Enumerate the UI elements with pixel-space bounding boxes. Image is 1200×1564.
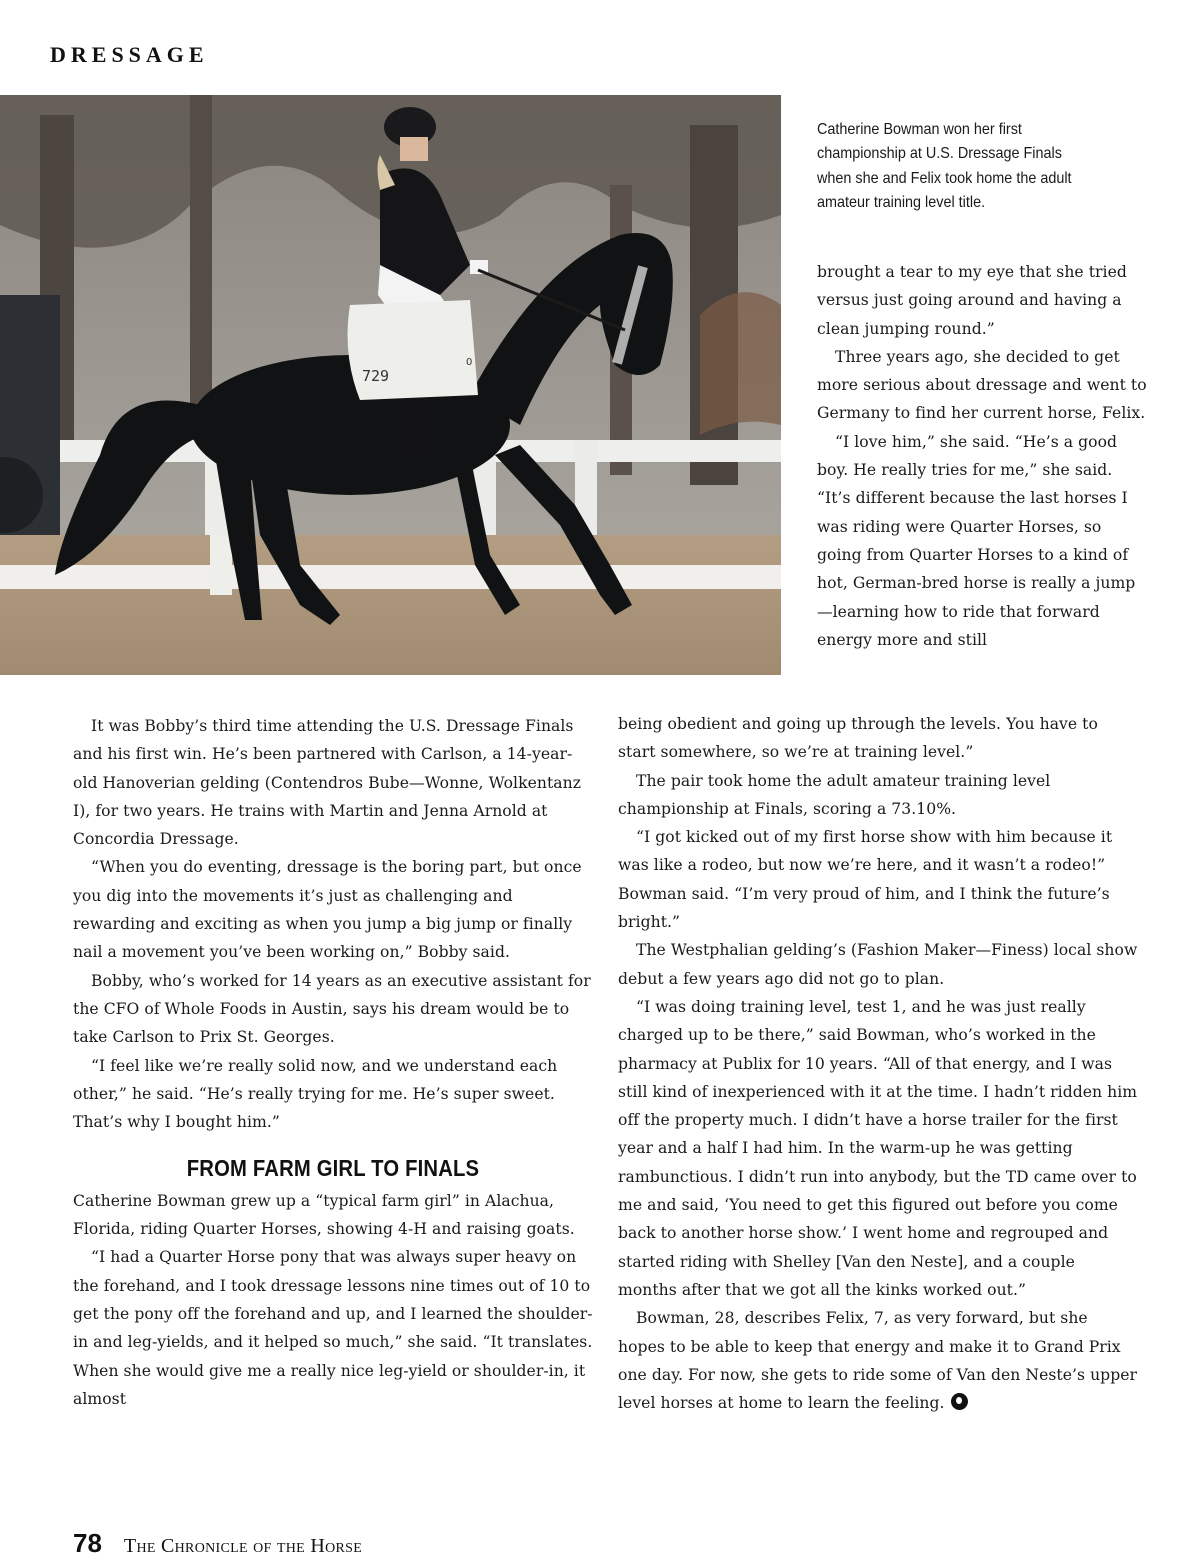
saddle-pad-number: 729: [362, 367, 390, 385]
page-footer: [73, 1528, 362, 1559]
right-column-top: [817, 258, 1147, 654]
paragraph: being obedient and going up through the levels. You have to start somewhere, so we’re at training level.”: [618, 715, 1098, 762]
paragraph: “I had a Quarter Horse pony that was always super heavy on the forehand, and I took dressage lessons nine times out of 10 to get the pony off the forehand and up, and I learned the shoulder-in and leg-yields, and it helped so much,” she said. “It translates. When she would give me a really nice leg-yield or shoulder-in, it almost: [73, 1248, 593, 1408]
horse-rider-photo: [0, 95, 781, 675]
end-of-article-icon: [951, 1393, 968, 1410]
section-subhead: FROM FARM GIRL TO FINALS: [186, 1155, 480, 1182]
right-column-main: [618, 710, 1138, 1417]
paragraph: “When you do eventing, dressage is the boring part, but once you dig into the movements it’s just as challenging and rewarding and exciting as when you jump a big jump or finally nail a movement you’ve been working on,” Bobby said.: [73, 858, 582, 962]
saddle-pad-tag: 0: [466, 357, 473, 368]
photo-caption: Catherine Bowman won her first championship at U.S. Dressage Finals when she and Felix took home the adult amateur training level title.: [817, 121, 1072, 211]
paragraph-text: Bowman, 28, describes Felix, 7, as very forward, but she hopes to be able to keep that energy and make it to Grand Prix one day. For now, she gets to ride some of Van den Neste’s upper level horses at home to learn the feeling.: [618, 1309, 1138, 1413]
left-column: [73, 712, 593, 1413]
paragraph: The Westphalian gelding’s (Fashion Maker—Finess) local show debut a few years ago did not go to plan.: [618, 941, 1138, 988]
paragraph: brought a tear to my eye that she tried versus just going around and having a clean jumping round.”: [817, 263, 1127, 338]
paragraph: Bobby, who’s worked for 14 years as an executive assistant for the CFO of Whole Foods in Austin, says his dream would be to take Carlson to Prix St. Georges.: [73, 971, 591, 1047]
section-label: DRESSAGE: [50, 42, 209, 67]
paragraph: [618, 1304, 1138, 1417]
paragraph: Three years ago, she decided to get more serious about dressage and went to Germany to find her current horse, Felix.: [817, 347, 1147, 423]
paragraph: “I feel like we’re really solid now, and we understand each other,” he said. “He’s really trying for me. He’s super sweet. That’s why I bought him.”: [73, 1056, 558, 1132]
paragraph: “I love him,” she said. “He’s a good boy. He really tries for me,” she said. “It’s different because the last horses I was riding were Quarter Horses, so going from Quarter Horses to a kind of hot, German-bred horse is really a jump—learning how to ride that forward energy more and still: [817, 432, 1136, 649]
paragraph: Catherine Bowman grew up a “typical farm girl” in Alachua, Florida, riding Quarter Horses, showing 4-H and raising goats.: [73, 1191, 575, 1239]
paragraph: “I was doing training level, test 1, and he was just really charged up to be there,” said Bowman, who’s worked in the pharmacy at Publix for 10 years. “All of that energy, and I was still kind of inexperienced with it at the time. I hadn’t ridden him off the property much. I didn’t have a horse trailer for the first year and a half I had him. In the warm-up he was getting rambunctious. I didn’t run into anybody, but the TD came over to me and said, ‘You need to get this figured out before you come back to another horse show.’ I went home and regrouped and started riding with Shelley [Van den Neste], and a couple months after that we got all the kinks worked out.”: [618, 997, 1138, 1299]
publication-masthead: The Chronicle of the Horse: [123, 1535, 363, 1557]
paragraph: It was Bobby’s third time attending the U.S. Dressage Finals and his first win. He’s been partnered with Carlson, a 14-year-old Hanoverian gelding (Contendros Bube—Wonne, Wolkentanz I), for two years. He trains with Martin and Jenna Arnold at Concordia Dressage.: [73, 717, 581, 849]
paragraph: The pair took home the adult amateur training level championship at Finals, scoring a 73.10%.: [618, 771, 1051, 818]
page-number: 78: [73, 1528, 102, 1558]
paragraph: “I got kicked out of my first horse show with him because it was like a rodeo, but now we’re here, and it wasn’t a rodeo!” Bowman said. “I’m very proud of him, and I think the future’s bright.”: [618, 828, 1113, 932]
